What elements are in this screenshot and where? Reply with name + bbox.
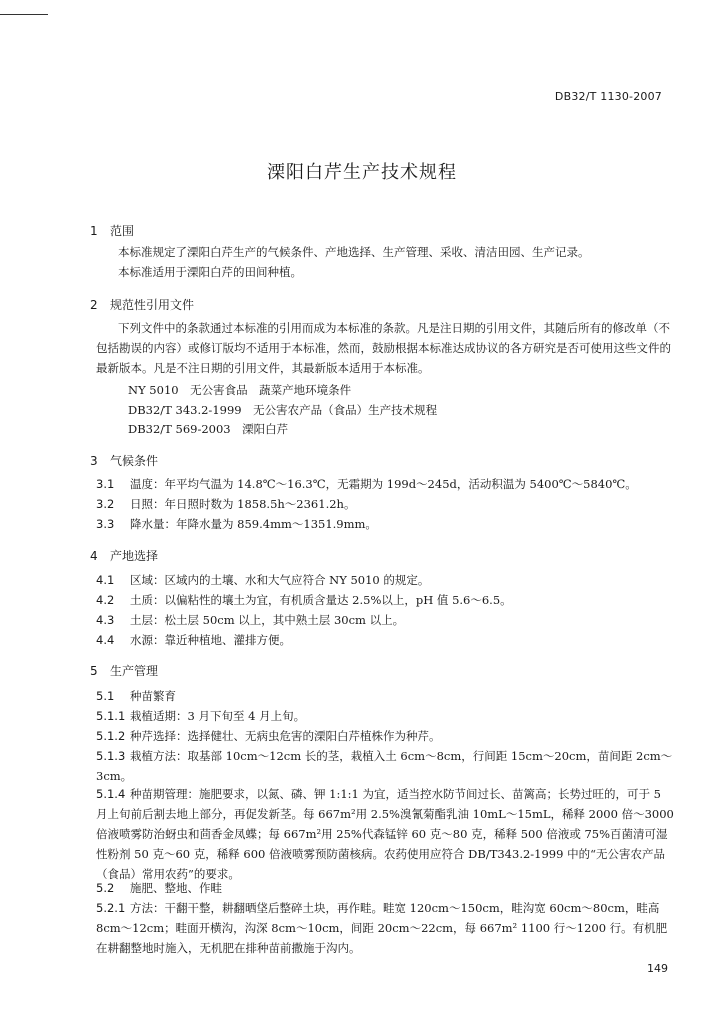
section-1-paragraph: 本标准适用于溧阳白芹的田间种植。 xyxy=(118,265,302,279)
clause-item: 5.1.1 栽植适期：3 月下旬至 4 月上旬。 xyxy=(96,709,306,723)
reference-item: DB32/T 343.2-1999 无公害农产品（食品）生产技术规程 xyxy=(128,403,438,417)
subsection-heading: 5.2 施肥、整地、作畦 xyxy=(96,881,222,895)
clause-item: 5.1.3 栽植方法：取基部 10cm～12cm 长的茎，栽植入土 6cm～8cm，行间距 15cm～20cm，苗间距 2cm～3cm。 xyxy=(96,749,673,783)
section-heading-4: 4 产地选择 xyxy=(90,549,159,563)
clause-item: 3.3 降水量：年降水量为 859.4mm～1351.9mm。 xyxy=(96,517,377,531)
section-1-paragraph: 本标准规定了溧阳白芹生产的气候条件、产地选择、生产管理、采收、清洁田园、生产记录。 xyxy=(118,245,590,259)
section-heading-1: 1 范围 xyxy=(90,224,135,238)
clause-item: 3.2 日照：年日照时数为 1858.5h～2361.2h。 xyxy=(96,497,356,511)
clause-item: 5.2.1 方法：干翻干整，耕翻晒垡后整碎土块，再作畦。畦宽 120cm～150cm，畦沟宽 60cm～80cm，畦高 8cm～12cm；畦面开横沟，沟深 8cm～10cm，间距 20cm～22cm，每 667m² 1100 行～1200 行。有机肥在耕翻整地时施入，无机肥在排种苗前撒施于沟内。 xyxy=(96,901,668,955)
section-heading-3: 3 气候条件 xyxy=(90,454,159,468)
clause-item: 4.3 土层：松土层 50cm 以上，其中熟土层 30cm 以上。 xyxy=(96,613,405,627)
reference-item: DB32/T 569-2003 溧阳白芹 xyxy=(128,422,289,436)
section-heading-2: 2 规范性引用文件 xyxy=(90,298,195,312)
clause-item: 5.1.4 种苗期管理：施肥要求，以氮、磷、钾 1:1:1 为宜，适当控水防节间过长、苗篱高；长势过旺的，可于 5 月上旬前后割去地上部分，再促发新茎。每 667m²用 2.5%溴氰菊酯乳油 10mL～15mL，稀释 2000 倍～3000 倍液喷雾防治蚜虫和茴香金凤蝶；每 667m²用 25%代森锰锌 60 克～80 克，稀释 500 倍液或 75%百菌清可湿性粉剂 50 克～60 克，稀释 600 倍液喷雾预防菌核病。农药使用应符合 DB/T343.2-1999 中的“无公害农产品（食品）常用农药”的要求。 xyxy=(96,787,674,881)
section-2-paragraph: 下列文件中的条款通过本标准的引用而成为本标准的条款。凡是注日期的引用文件，其随后所有的修改单（不包括勘误的内容）或修订版均不适用于本标准，然而，鼓励根据本标准达成协议的各方研究是否可使用这些文件的最新版本。凡是不注日期的引用文件，其最新版本适用于本标准。 xyxy=(96,321,671,375)
top-rule xyxy=(0,14,48,15)
page-title: 溧阳白芹生产技术规程 xyxy=(267,162,457,183)
subsection-heading: 5.1 种苗繁育 xyxy=(96,689,176,703)
clause-item: 4.2 土质：以偏粘性的壤土为宜，有机质含量达 2.5%以上，pH 值 5.6～6.5。 xyxy=(96,593,512,607)
section-heading-5: 5 生产管理 xyxy=(90,664,159,678)
document-code: DB32/T 1130-2007 xyxy=(554,90,662,103)
reference-item: NY 5010 无公害食品 蔬菜产地环境条件 xyxy=(128,383,352,397)
clause-item: 5.1.2 种芹选择：选择健壮、无病虫危害的溧阳白芹植株作为种芹。 xyxy=(96,729,441,743)
clause-item: 3.1 温度：年平均气温为 14.8℃～16.3℃，无霜期为 199d～245d，活动积温为 5400℃～5840℃。 xyxy=(96,477,637,491)
page-number: 149 xyxy=(647,962,668,975)
clause-item: 4.1 区域：区域内的土壤、水和大气应符合 NY 5010 的规定。 xyxy=(96,573,430,587)
clause-item: 4.4 水源：靠近种植地、灌排方便。 xyxy=(96,633,291,647)
